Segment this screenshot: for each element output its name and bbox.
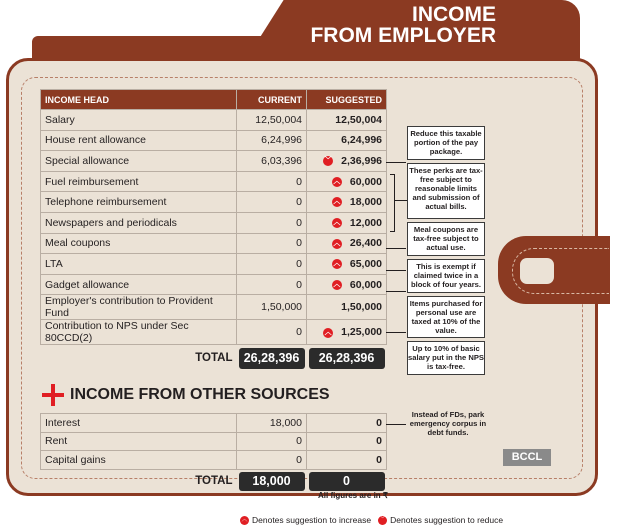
legend-increase: Denotes suggestion to increase (252, 515, 372, 525)
increase-icon: ︿ (333, 218, 341, 226)
connector-special (386, 162, 406, 163)
other-total-suggested: 0 (309, 472, 385, 491)
current-cell: 0 (237, 192, 307, 213)
income-head-cell: Employer's contribution to Provident Fund (41, 295, 237, 320)
credit-badge: BCCL (503, 449, 551, 466)
figures-note: All figures are in ₹ (318, 491, 388, 500)
suggested-cell (307, 254, 387, 275)
connector-other (386, 424, 406, 425)
other-total-label: TOTAL (195, 475, 233, 488)
bracket-perks (390, 174, 395, 232)
connector-meal (386, 248, 406, 249)
increase-icon: ︿ (241, 517, 248, 524)
suggested-cell (307, 320, 387, 345)
income-head-cell: Salary (41, 110, 237, 131)
title-line-1: INCOME (412, 3, 496, 26)
increase-icon: ︿ (333, 198, 341, 206)
income-head-cell: Gadget allowance (41, 274, 237, 295)
other-table-body (41, 414, 387, 470)
income-head-cell: Special allowance (41, 151, 237, 172)
table-row (41, 320, 387, 345)
plus-icon (42, 384, 64, 406)
suggested-cell (307, 212, 387, 233)
total-suggested: 26,28,396 (309, 348, 385, 369)
suggested-value: 60,000 (349, 175, 382, 188)
reduce-icon: ﹀ (379, 517, 386, 524)
other-current-cell: 0 (237, 451, 307, 470)
total-current: 26,28,396 (239, 348, 305, 369)
increase-icon: ︿ (333, 260, 341, 268)
income-head-cell: Contribution to NPS under Sec 80CCD(2) (41, 320, 237, 345)
employer-income-table (40, 89, 387, 371)
income-head-cell: House rent allowance (41, 130, 237, 151)
other-row (41, 432, 387, 451)
current-cell: 6,03,396 (237, 151, 307, 172)
other-total-current: 18,000 (239, 472, 305, 491)
table-row (41, 110, 387, 131)
suggested-value: 12,000 (349, 216, 382, 229)
current-cell: 0 (237, 274, 307, 295)
connector-nps (386, 332, 406, 333)
table-row (41, 295, 387, 320)
table-row (41, 233, 387, 254)
current-cell: 0 (237, 233, 307, 254)
table-row (41, 171, 387, 192)
table-header-row (41, 90, 387, 110)
header-income-head: INCOME HEAD (41, 90, 237, 110)
other-head-cell: Capital gains (41, 451, 237, 470)
increase-icon: ︿ (333, 239, 341, 247)
income-head-cell: Newspapers and periodicals (41, 212, 237, 233)
income-head-cell: Meal coupons (41, 233, 237, 254)
connector-gadget (386, 291, 406, 292)
income-head-cell: Fuel reimbursement (41, 171, 237, 192)
table-row (41, 254, 387, 275)
increase-icon: ︿ (324, 328, 332, 336)
suggested-value: 2,36,996 (341, 154, 382, 167)
suggested-cell (307, 295, 387, 320)
increase-icon: ︿ (333, 177, 341, 185)
note-special: Reduce this taxable portion of the pay package. (407, 126, 485, 160)
table-row (41, 192, 387, 213)
income-head-cell: LTA (41, 254, 237, 275)
other-row (41, 451, 387, 470)
suggested-value: 1,50,000 (341, 301, 382, 314)
note-perks: These perks are tax-free subject to reasonable limits and submission of actual bills. (407, 163, 485, 219)
note-gadget: Items purchased for personal use are taxed at 10% of the value. (407, 296, 485, 338)
current-cell: 6,24,996 (237, 130, 307, 151)
other-sources-title: INCOME FROM OTHER SOURCES (70, 386, 330, 403)
table-row (41, 274, 387, 295)
header-suggested: SUGGESTED (307, 90, 387, 110)
connector-lta (386, 270, 406, 271)
other-head-cell: Rent (41, 432, 237, 451)
suggested-cell (307, 130, 387, 151)
total-row (41, 345, 387, 371)
suggested-cell (307, 171, 387, 192)
suggested-value: 18,000 (349, 196, 382, 209)
current-cell: 0 (237, 320, 307, 345)
table-row (41, 212, 387, 233)
other-suggested-cell: 0 (307, 451, 387, 470)
connector-perks (395, 200, 407, 201)
note-lta: This is exempt if claimed twice in a block of four years. (407, 259, 485, 293)
snap-button (520, 258, 554, 284)
suggested-value: 6,24,996 (341, 134, 382, 147)
note-meal: Meal coupons are tax-free subject to actual use. (407, 222, 485, 256)
other-head-cell: Interest (41, 414, 237, 433)
table-row (41, 130, 387, 151)
suggested-cell (307, 274, 387, 295)
current-cell: 0 (237, 254, 307, 275)
other-suggested-cell: 0 (307, 414, 387, 433)
suggested-cell (307, 110, 387, 131)
other-current-cell: 0 (237, 432, 307, 451)
suggested-value: 60,000 (349, 278, 382, 291)
total-label: TOTAL (195, 352, 233, 365)
suggested-value: 65,000 (349, 257, 382, 270)
legend (240, 515, 503, 525)
other-current-cell: 18,000 (237, 414, 307, 433)
other-row (41, 414, 387, 433)
page-title (310, 4, 496, 46)
other-sources-table (40, 413, 387, 493)
current-cell: 0 (237, 212, 307, 233)
suggested-cell (307, 192, 387, 213)
current-cell: 0 (237, 171, 307, 192)
current-cell: 1,50,000 (237, 295, 307, 320)
legend-reduce: Denotes suggestion to reduce (390, 515, 504, 525)
increase-icon: ︿ (333, 280, 341, 288)
other-suggested-cell: 0 (307, 432, 387, 451)
note-other: Instead of FDs, park emergency corpus in debt funds. (409, 410, 487, 437)
income-head-cell: Telephone reimbursement (41, 192, 237, 213)
title-line-2: FROM EMPLOYER (310, 24, 496, 47)
header-current: CURRENT (237, 90, 307, 110)
employer-table-body (41, 110, 387, 345)
current-cell: 12,50,004 (237, 110, 307, 131)
other-total-row (41, 469, 387, 493)
note-nps: Up to 10% of basic salary put in the NPS is tax-free. (407, 341, 485, 375)
suggested-value: 26,400 (349, 237, 382, 250)
reduce-icon: ﹀ (324, 157, 332, 165)
suggested-cell (307, 151, 387, 172)
suggested-cell (307, 233, 387, 254)
suggested-value: 1,25,000 (341, 326, 382, 339)
suggested-value: 12,50,004 (335, 113, 382, 126)
table-row (41, 151, 387, 172)
